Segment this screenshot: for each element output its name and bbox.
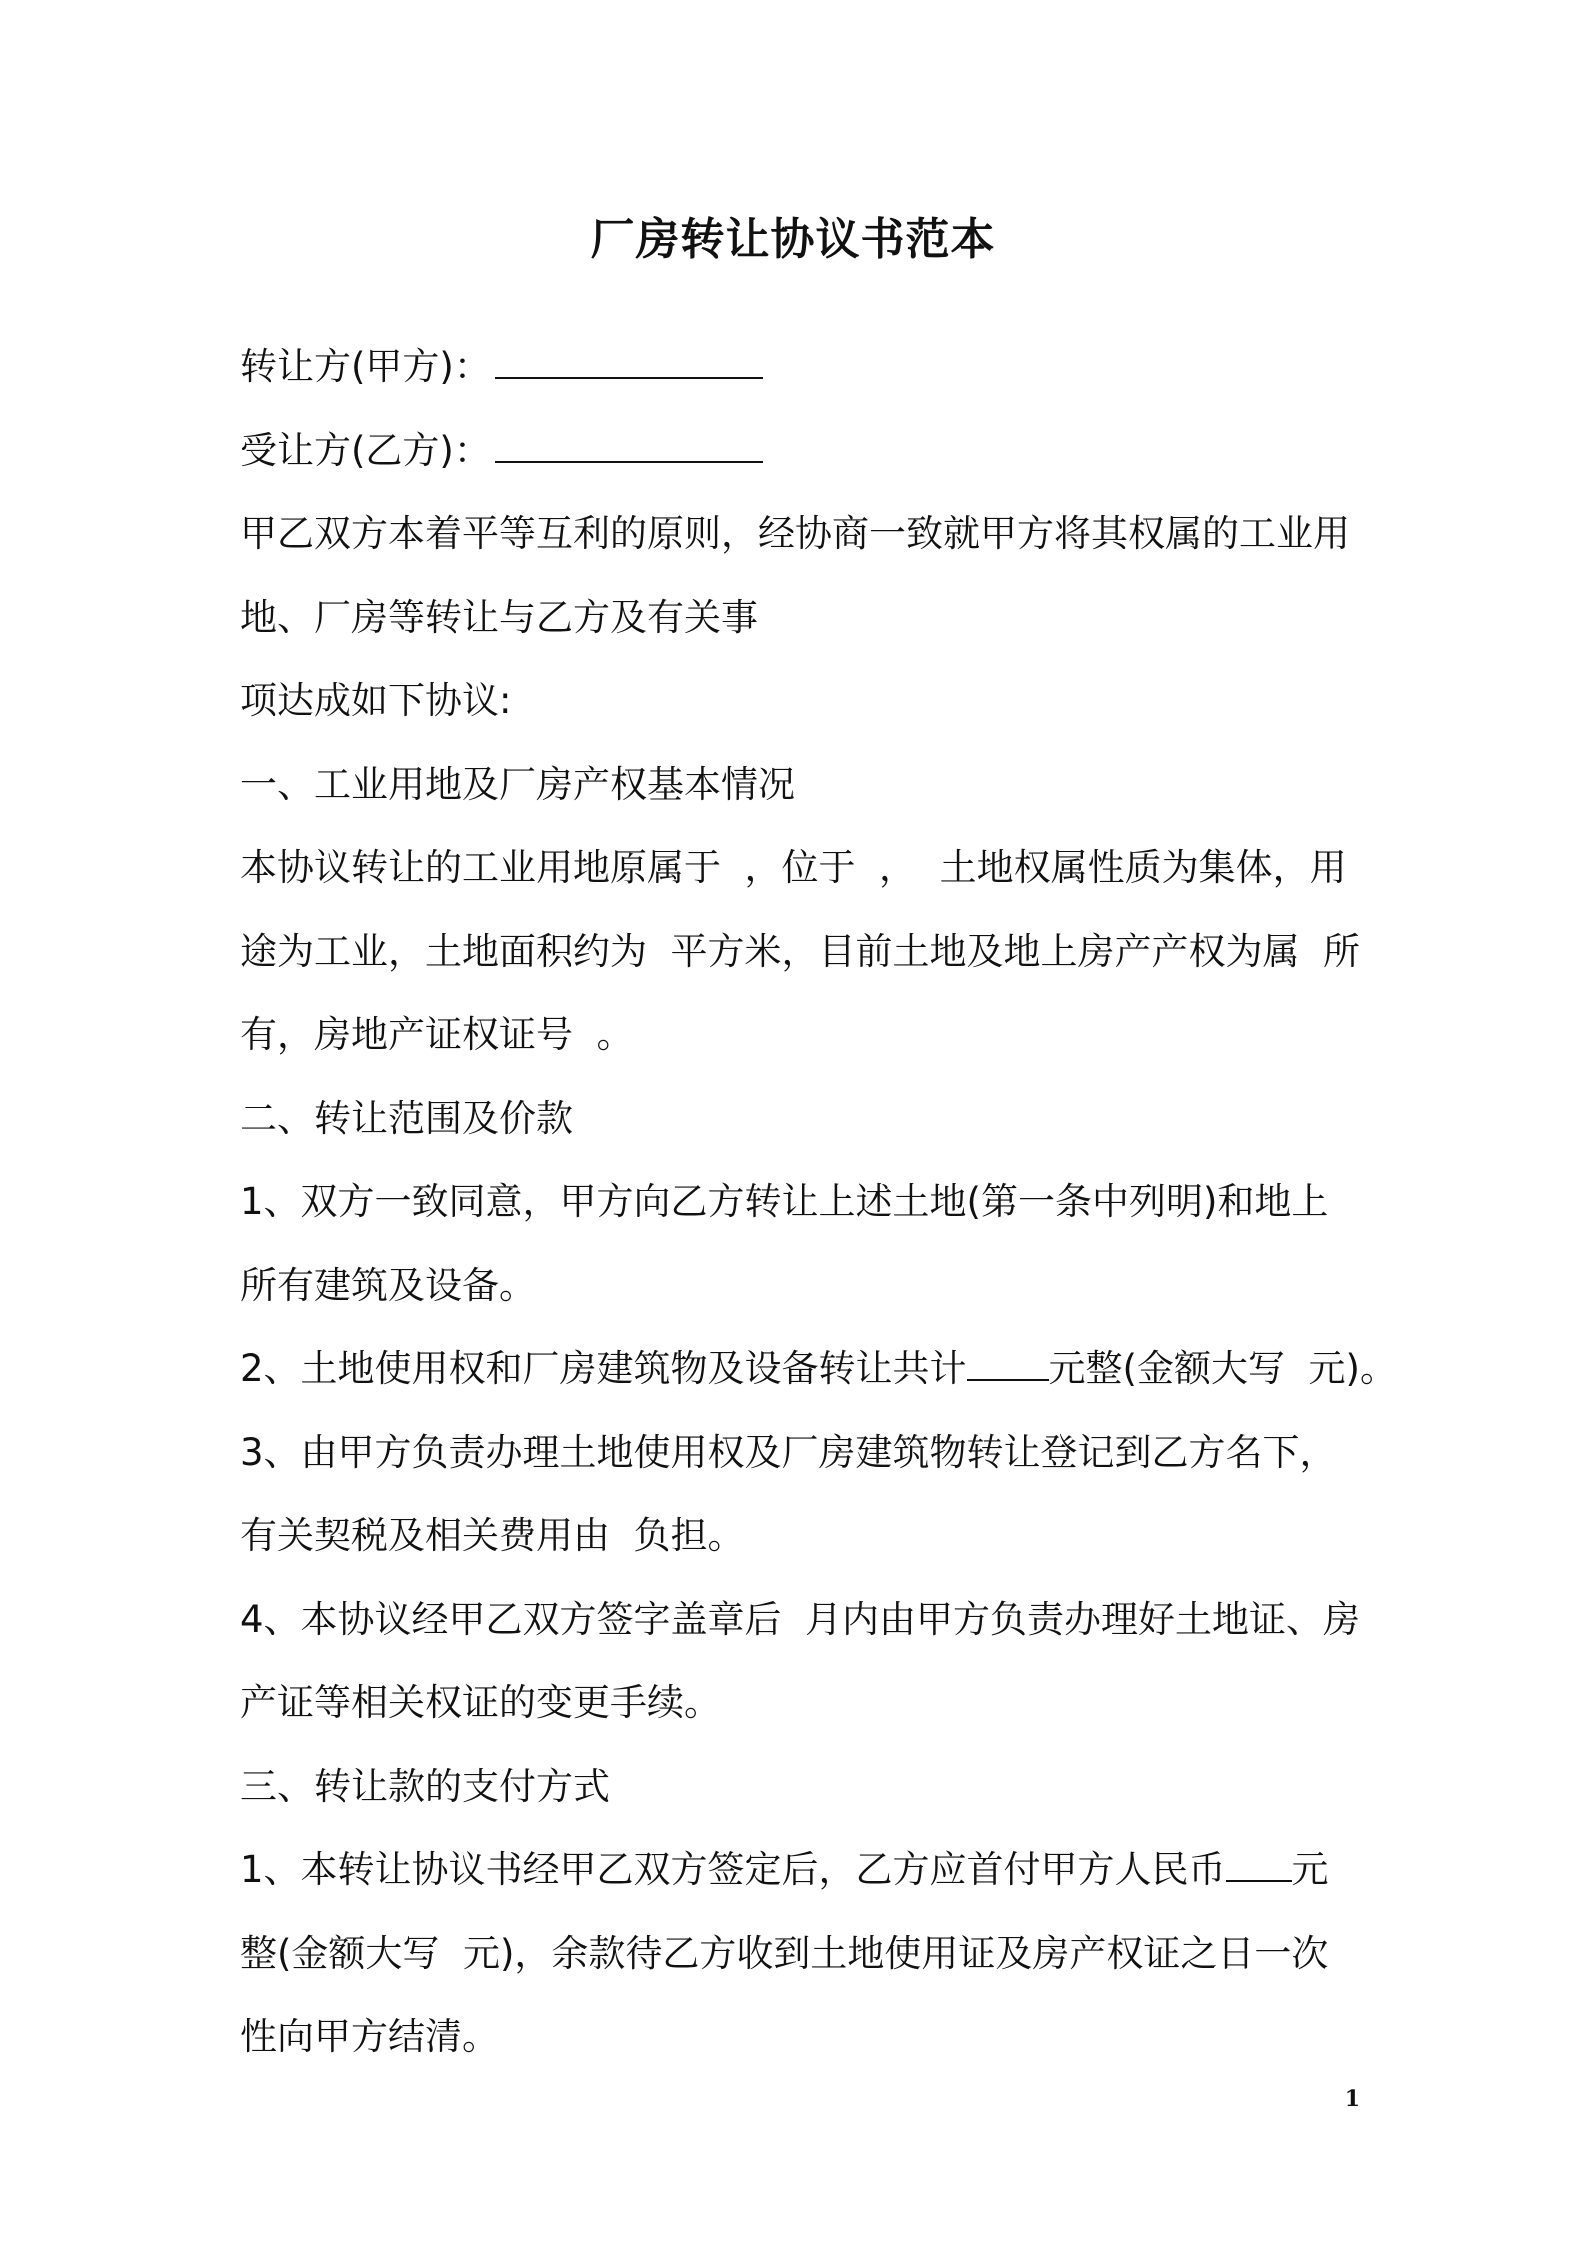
paragraph-line: 产证等相关权证的变更手续。 — [240, 1681, 721, 1724]
paragraph-line: 所有建筑及设备。 — [240, 1263, 536, 1307]
paragraph-line: 整(金额大写 元)，余款待乙方收到土地使用证及房产权证之日一次 — [240, 1931, 1329, 1975]
payment-blank — [1226, 1850, 1292, 1882]
transferee-label: 受让方(乙方)： — [240, 428, 491, 472]
paragraph-line: 本协议转让的工业用地原属于 ，位于 ， 土地权属性质为集体，用 — [240, 846, 1347, 889]
paragraph-line: 1、双方一致同意，甲方向乙方转让上述土地(第一条中列明)和地上 — [240, 1180, 1329, 1223]
page-number: 1 — [1344, 2086, 1360, 2112]
payment-line — [240, 1828, 1360, 1912]
transferee-line — [240, 409, 1360, 493]
payment-text: 1、本转让协议书经甲乙双方签定后，乙方应首付甲方人民币 — [240, 1848, 1226, 1891]
price-text: 2、土地使用权和厂房建筑物及设备转让共计 — [240, 1347, 967, 1390]
paragraph-line: 地、厂房等转让与乙方及有关事 — [240, 595, 758, 639]
price-line — [240, 1327, 1397, 1411]
document-body — [240, 325, 1397, 2079]
paragraph-line: 4、本协议经甲乙双方签字盖章后 月内由甲方负责办理好土地证、房 — [240, 1597, 1361, 1641]
document-title: 厂房转让协议书范本 — [590, 214, 996, 265]
paragraph-line: 甲乙双方本着平等互利的原则，经协商一致就甲方将其权属的工业用 — [240, 512, 1350, 555]
paragraph-line: 有，房地产证权证号 。 — [240, 1013, 634, 1056]
paragraph-line: 途为工业，土地面积约为 平方米，目前土地及地上房产产权为属 所 — [240, 929, 1361, 973]
price-text-end: 元整(金额大写 元)。 — [1048, 1347, 1397, 1390]
paragraph-line: 项达成如下协议: — [240, 679, 512, 722]
paragraph-line: 3、由甲方负责办理土地使用权及厂房建筑物转让登记到乙方名下， — [240, 1430, 1337, 1474]
transferor-blank — [495, 347, 763, 379]
price-blank — [967, 1349, 1049, 1381]
section-heading: 二、转让范围及价款 — [240, 1096, 573, 1140]
paragraph-line: 有关契税及相关费用由 负担。 — [240, 1514, 745, 1557]
paragraph-line: 性向甲方结清。 — [240, 2015, 499, 2058]
transferor-line — [240, 325, 1360, 409]
section-heading: 一、工业用地及厂房产权基本情况 — [240, 762, 795, 806]
section-heading: 三、转让款的支付方式 — [240, 1764, 610, 1808]
transferor-label: 转让方(甲方)： — [240, 345, 491, 388]
payment-text-end: 元 — [1291, 1848, 1329, 1891]
transferee-blank — [495, 431, 763, 463]
